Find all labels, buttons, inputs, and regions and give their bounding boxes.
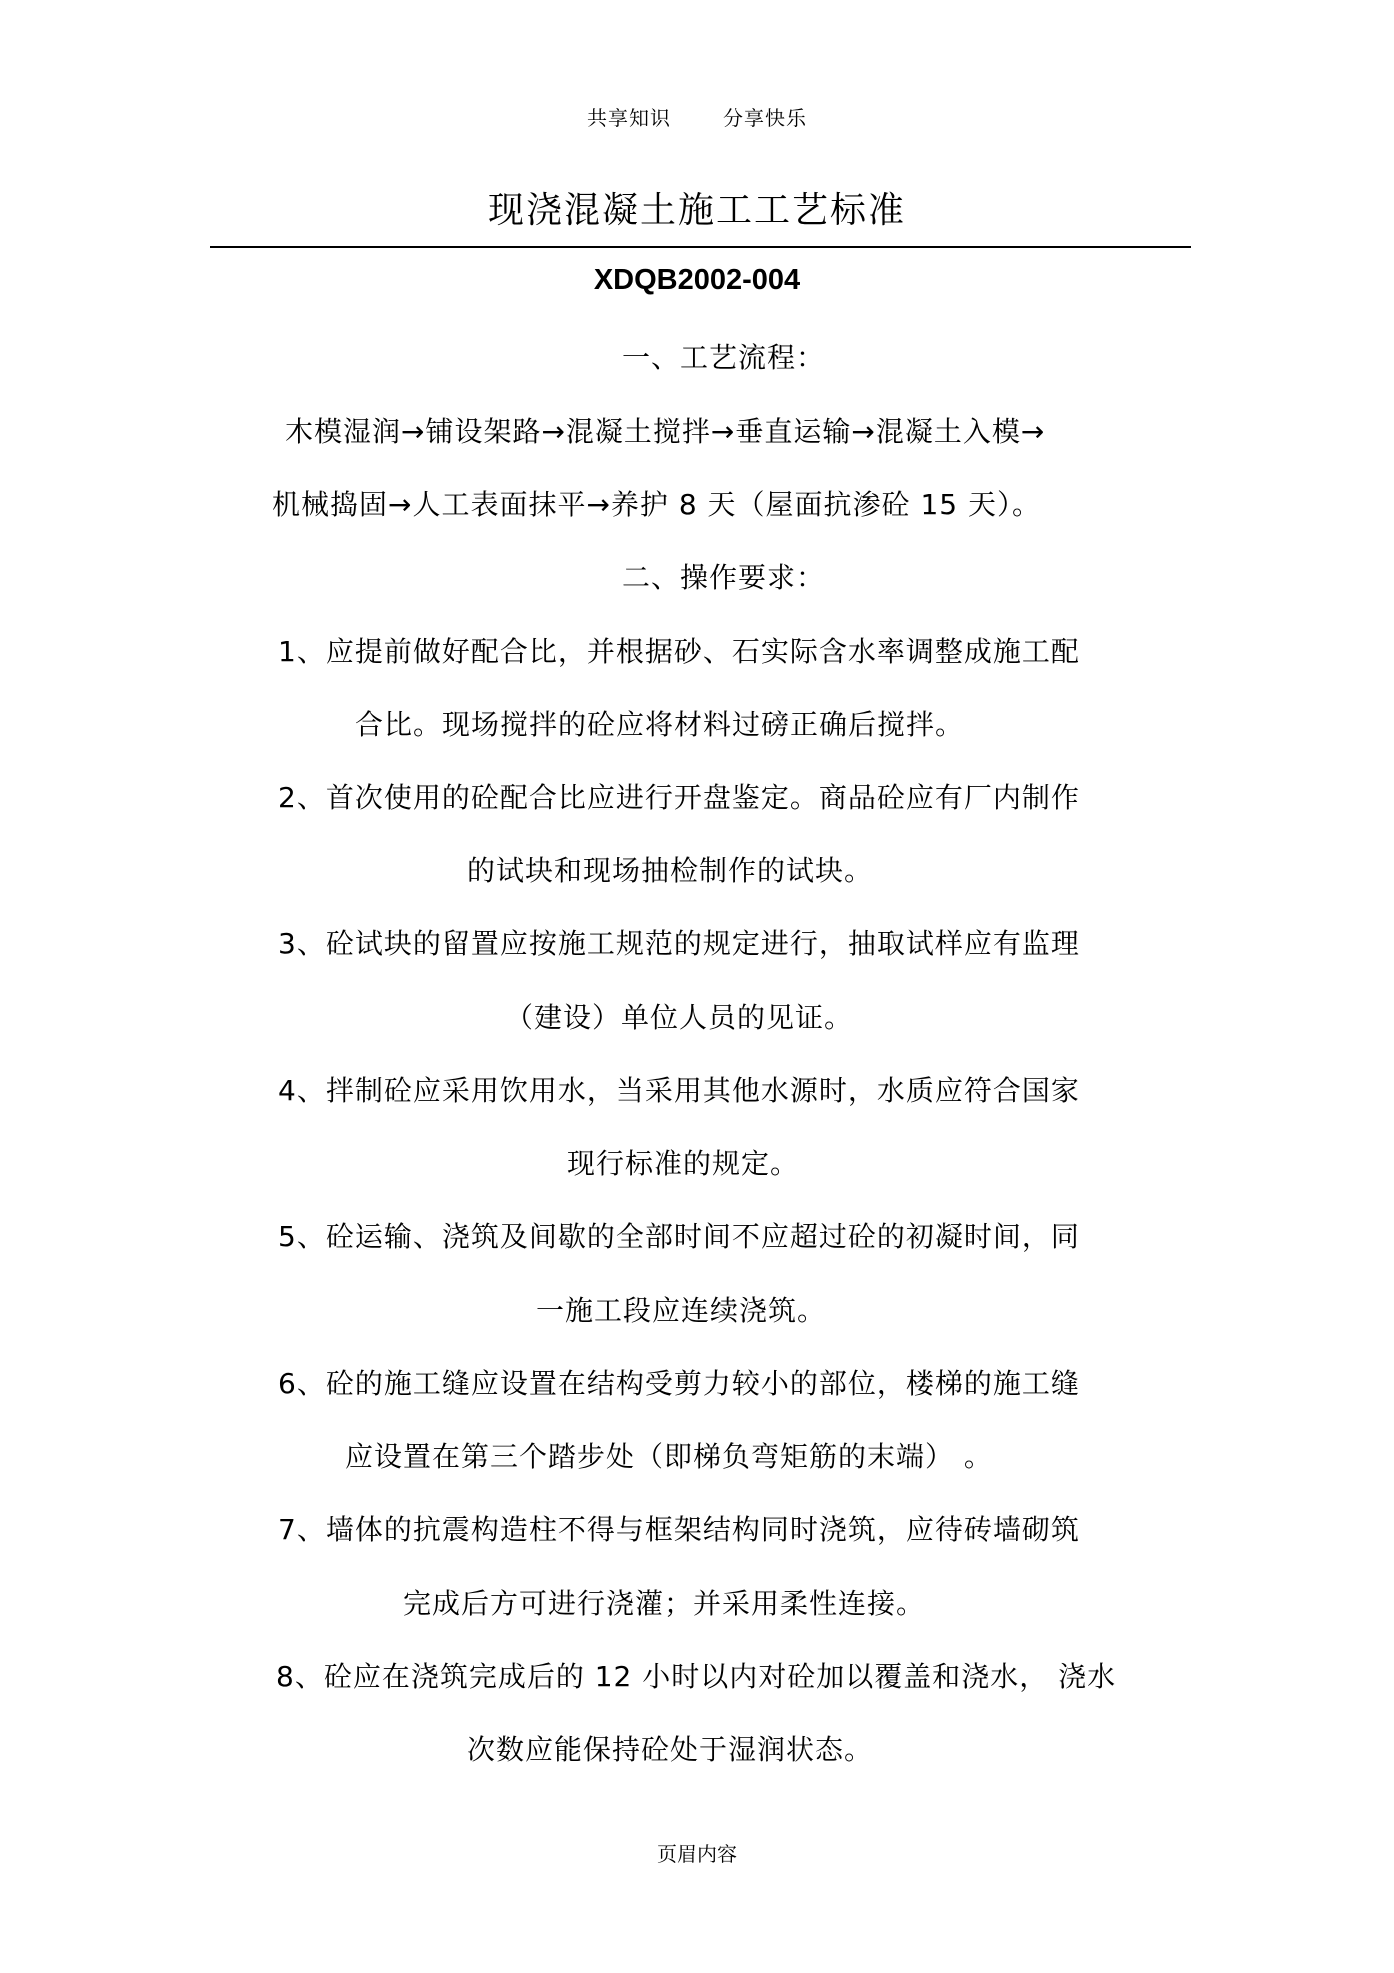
header-left-text: 共享知识	[587, 106, 671, 130]
requirement-6-line-1: 6、砼的施工缝应设置在结构受剪力较小的部位，楼梯的施工缝	[278, 1367, 1080, 1400]
requirement-1-line-1: 1、应提前做好配合比，并根据砂、石实际含水率调整成施工配	[278, 635, 1080, 668]
process-line-1: 木模湿润→铺设架路→混凝土搅拌→垂直运输→混凝土入模→	[285, 415, 1046, 448]
header-right-text: 分享快乐	[723, 106, 807, 130]
requirement-6-line-2: 应设置在第三个踏步处（即梯负弯矩筋的末端） 。	[345, 1440, 993, 1473]
title-divider	[210, 246, 1191, 248]
requirement-4-line-1: 4、拌制砼应采用饮用水，当采用其他水源时，水质应符合国家	[278, 1074, 1080, 1107]
requirement-7-line-1: 7、墙体的抗震构造柱不得与框架结构同时浇筑，应待砖墙砌筑	[278, 1513, 1080, 1546]
requirement-5-line-2: 一施工段应连续浇筑。	[536, 1294, 827, 1327]
document-title: 现浇混凝土施工工艺标准	[487, 190, 906, 231]
section2-heading: 二、操作要求：	[622, 561, 826, 594]
requirement-3-line-2: （建设）单位人员的见证。	[505, 1001, 854, 1034]
page-footer: 页眉内容	[657, 1842, 737, 1866]
requirement-8-line-1: 8、砼应在浇筑完成后的 12 小时以内对砼加以覆盖和浇水， 浇水	[276, 1660, 1117, 1693]
requirement-8-line-2: 次数应能保持砼处于湿润状态。	[467, 1733, 874, 1766]
requirement-3-line-1: 3、砼试块的留置应按施工规范的规定进行，抽取试样应有监理	[278, 927, 1080, 960]
document-code: XDQB2002-004	[593, 264, 801, 296]
requirement-5-line-1: 5、砼运输、浇筑及间歇的全部时间不应超过砼的初凝时间，同	[278, 1220, 1080, 1253]
page-header	[0, 102, 1394, 132]
requirement-2-line-2: 的试块和现场抽检制作的试块。	[467, 854, 874, 887]
requirement-1-line-2: 合比。现场搅拌的砼应将材料过磅正确后搅拌。	[355, 708, 965, 741]
requirement-2-line-1: 2、首次使用的砼配合比应进行开盘鉴定。商品砼应有厂内制作	[278, 781, 1080, 814]
requirement-7-line-2: 完成后方可进行浇灌；并采用柔性连接。	[403, 1587, 926, 1620]
process-line-2: 机械捣固→人工表面抹平→养护 8 天（屋面抗渗砼 15 天）。	[272, 488, 1041, 521]
requirement-4-line-2: 现行标准的规定。	[567, 1147, 800, 1180]
section1-heading: 一、工艺流程：	[622, 341, 826, 374]
